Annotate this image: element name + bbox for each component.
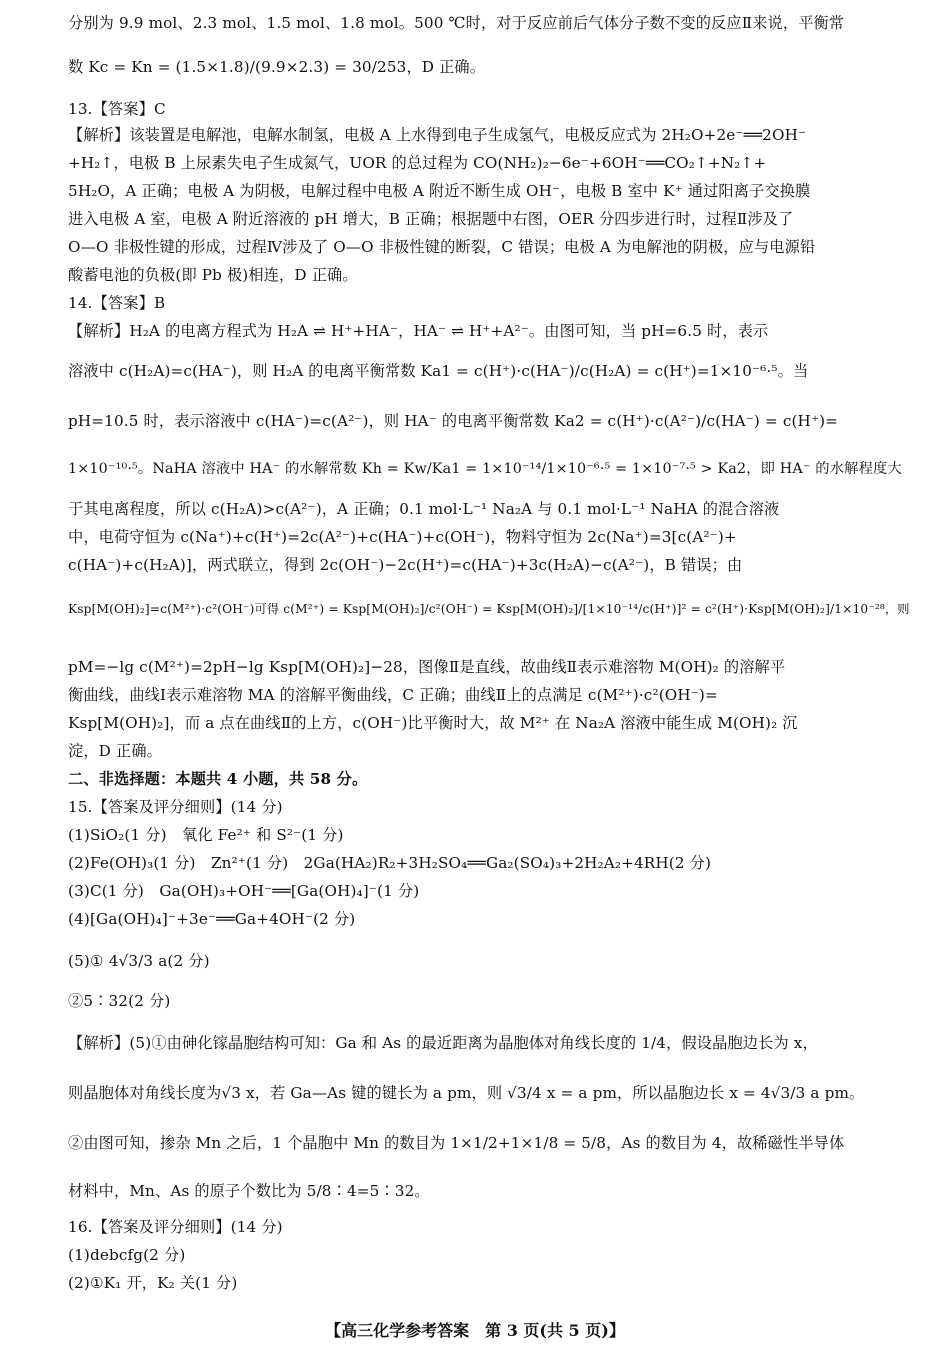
text-line-2: 数 Kc = Kn = (1.5×1.8)/(9.9×2.3) = 30/253，D 正确。 — [68, 58, 486, 76]
q14-analysis-line-12: 淀，D 正确。 — [68, 742, 162, 760]
q14-analysis-line-2: 溶液中 c(H₂A)=c(HA⁻)，则 H₂A 的电离平衡常数 Ka1 = c(H⁺)·c(HA⁻)/c(H₂A) = c(H⁺)=1×10⁻⁶·⁵。当 — [68, 362, 809, 380]
q13-analysis-line-4: 进入电极 A 室，电极 A 附近溶液的 pH 增大，B 正确；根据题中右图，OER 分四步进行时，过程Ⅱ涉及了 — [68, 210, 794, 228]
q15-item-1: (1)SiO₂(1 分) 氧化 Fe²⁺ 和 S²⁻(1 分) — [68, 826, 344, 844]
q14-analysis-line-3: pH=10.5 时，表示溶液中 c(HA⁻)=c(A²⁻)，则 HA⁻ 的电离平衡常数 Ka2 = c(H⁺)·c(A²⁻)/c(HA⁻) = c(H⁺)= — [68, 412, 839, 430]
q13-analysis-line-3: 5H₂O，A 正确；电极 A 为阴极，电解过程中电极 A 附近不断生成 OH⁻，电极 B 室中 K⁺ 通过阳离子交换膜 — [68, 182, 811, 200]
q15-item-4: (4)[Ga(OH)₄]⁻+3e⁻══Ga+4OH⁻(2 分) — [68, 910, 356, 928]
q14-analysis-line-5: 于其电离程度，所以 c(H₂A)>c(A²⁻)，A 正确；0.1 mol·L⁻¹ Na₂A 与 0.1 mol·L⁻¹ NaHA 的混合溶液 — [68, 500, 780, 518]
q16-answer-heading: 16.【答案及评分细则】(14 分) — [68, 1218, 283, 1236]
q14-analysis-line-9: pM=−lg c(M²⁺)=2pH−lg Ksp[M(OH)₂]−28，图像Ⅱ是直线，故曲线Ⅱ表示难溶物 M(OH)₂ 的溶解平 — [68, 658, 786, 676]
q15-item-3: (3)C(1 分) Ga(OH)₃+OH⁻══[Ga(OH)₄]⁻(1 分) — [68, 882, 420, 900]
page-footer: 【高三化学参考答案 第 3 页(共 5 页)】 — [325, 1321, 625, 1340]
q14-analysis-line-10: 衡曲线，曲线Ⅰ表示难溶物 MA 的溶解平衡曲线，C 正确；曲线Ⅱ上的点满足 c(M²⁺)·c²(OH⁻)= — [68, 686, 718, 704]
q15-answer-heading: 15.【答案及评分细则】(14 分) — [68, 798, 283, 816]
q13-analysis-line-1: 【解析】该装置是电解池，电解水制氢，电极 A 上水得到电子生成氢气，电极反应式为 2H₂O+2e⁻══2OH⁻ — [68, 126, 807, 144]
q15-analysis-line-4: 材料中，Mn、As 的原子个数比为 5/8∶4=5∶32。 — [68, 1182, 430, 1200]
q13-analysis-line-2: +H₂↑，电极 B 上尿素失电子生成氮气，UOR 的总过程为 CO(NH₂)₂−6e⁻+6OH⁻══CO₂↑+N₂↑+ — [68, 154, 767, 172]
q15-analysis-line-3: ②由图可知，掺杂 Mn 之后，1 个晶胞中 Mn 的数目为 1×1/2+1×1/8 = 5/8，As 的数目为 4，故稀磁性半导体 — [68, 1134, 845, 1152]
q15-analysis-line-2: 则晶胞体对角线长度为√3 x，若 Ga—As 键的键长为 a pm，则 √3/4 x = a pm，所以晶胞边长 x = 4√3/3 a pm。 — [68, 1084, 865, 1102]
q16-item-2: (2)①K₁ 开，K₂ 关(1 分) — [68, 1274, 238, 1292]
q14-analysis-line-4: 1×10⁻¹⁰·⁵。NaHA 溶液中 HA⁻ 的水解常数 Kh = Kw/Ka1 = 1×10⁻¹⁴/1×10⁻⁶·⁵ = 1×10⁻⁷·⁵ > Ka2，即 HA⁻ 的水解程度大 — [68, 461, 902, 477]
q13-analysis-line-5: O—O 非极性键的形成，过程Ⅳ涉及了 O—O 非极性键的断裂，C 错误；电极 A 为电解池的阴极，应与电源铅 — [68, 238, 816, 256]
q15-item-5: (5)① 4√3/3 a(2 分) — [68, 952, 210, 970]
q13-analysis-line-6: 酸蓄电池的负极(即 Pb 极)相连，D 正确。 — [68, 266, 358, 284]
q15-item-2: (2)Fe(OH)₃(1 分) Zn²⁺(1 分) 2Ga(HA₂)R₂+3H₂SO₄══Ga₂(SO₄)₃+2H₂A₂+4RH(2 分) — [68, 854, 712, 872]
q16-item-1: (1)debcfg(2 分) — [68, 1246, 186, 1264]
q14-analysis-line-7: c(HA⁻)+c(H₂A)]，两式联立，得到 2c(OH⁻)−2c(H⁺)=c(HA⁻)+3c(H₂A)−c(A²⁻)，B 错误；由 — [68, 556, 743, 574]
q14-analysis-line-8: Ksp[M(OH)₂]=c(M²⁺)·c²(OH⁻)可得 c(M²⁺) = Ksp[M(OH)₂]/c²(OH⁻) = Ksp[M(OH)₂]/[1×10⁻¹⁴/c(H⁺)]² = c²(H⁺)·Ksp[M(OH)₂]/1×10⁻²⁸，则 — [68, 602, 910, 616]
q14-analysis-line-6: 中，电荷守恒为 c(Na⁺)+c(H⁺)=2c(A²⁻)+c(HA⁻)+c(OH⁻)，物料守恒为 2c(Na⁺)=3[c(A²⁻)+ — [68, 528, 737, 546]
q15-item-5b: ②5∶32(2 分) — [68, 992, 171, 1010]
section-heading: 二、非选择题：本题共 4 小题，共 58 分。 — [68, 770, 368, 788]
q14-analysis-line-1: 【解析】H₂A 的电离方程式为 H₂A ⇌ H⁺+HA⁻，HA⁻ ⇌ H⁺+A²⁻。由图可知，当 pH=6.5 时，表示 — [68, 322, 769, 340]
q13-answer: 13.【答案】C — [68, 100, 166, 118]
q15-analysis-line-1: 【解析】(5)①由砷化镓晶胞结构可知：Ga 和 As 的最近距离为晶胞体对角线长度的 1/4，假设晶胞边长为 x， — [68, 1034, 818, 1052]
text-line-1: 分别为 9.9 mol、2.3 mol、1.5 mol、1.8 mol。500 ℃时，对于反应前后气体分子数不变的反应Ⅱ来说，平衡常 — [68, 14, 845, 32]
q14-answer: 14.【答案】B — [68, 294, 166, 312]
q14-analysis-line-11: Ksp[M(OH)₂]，而 a 点在曲线Ⅱ的上方，c(OH⁻)比平衡时大，故 M²⁺ 在 Na₂A 溶液中能生成 M(OH)₂ 沉 — [68, 714, 798, 732]
